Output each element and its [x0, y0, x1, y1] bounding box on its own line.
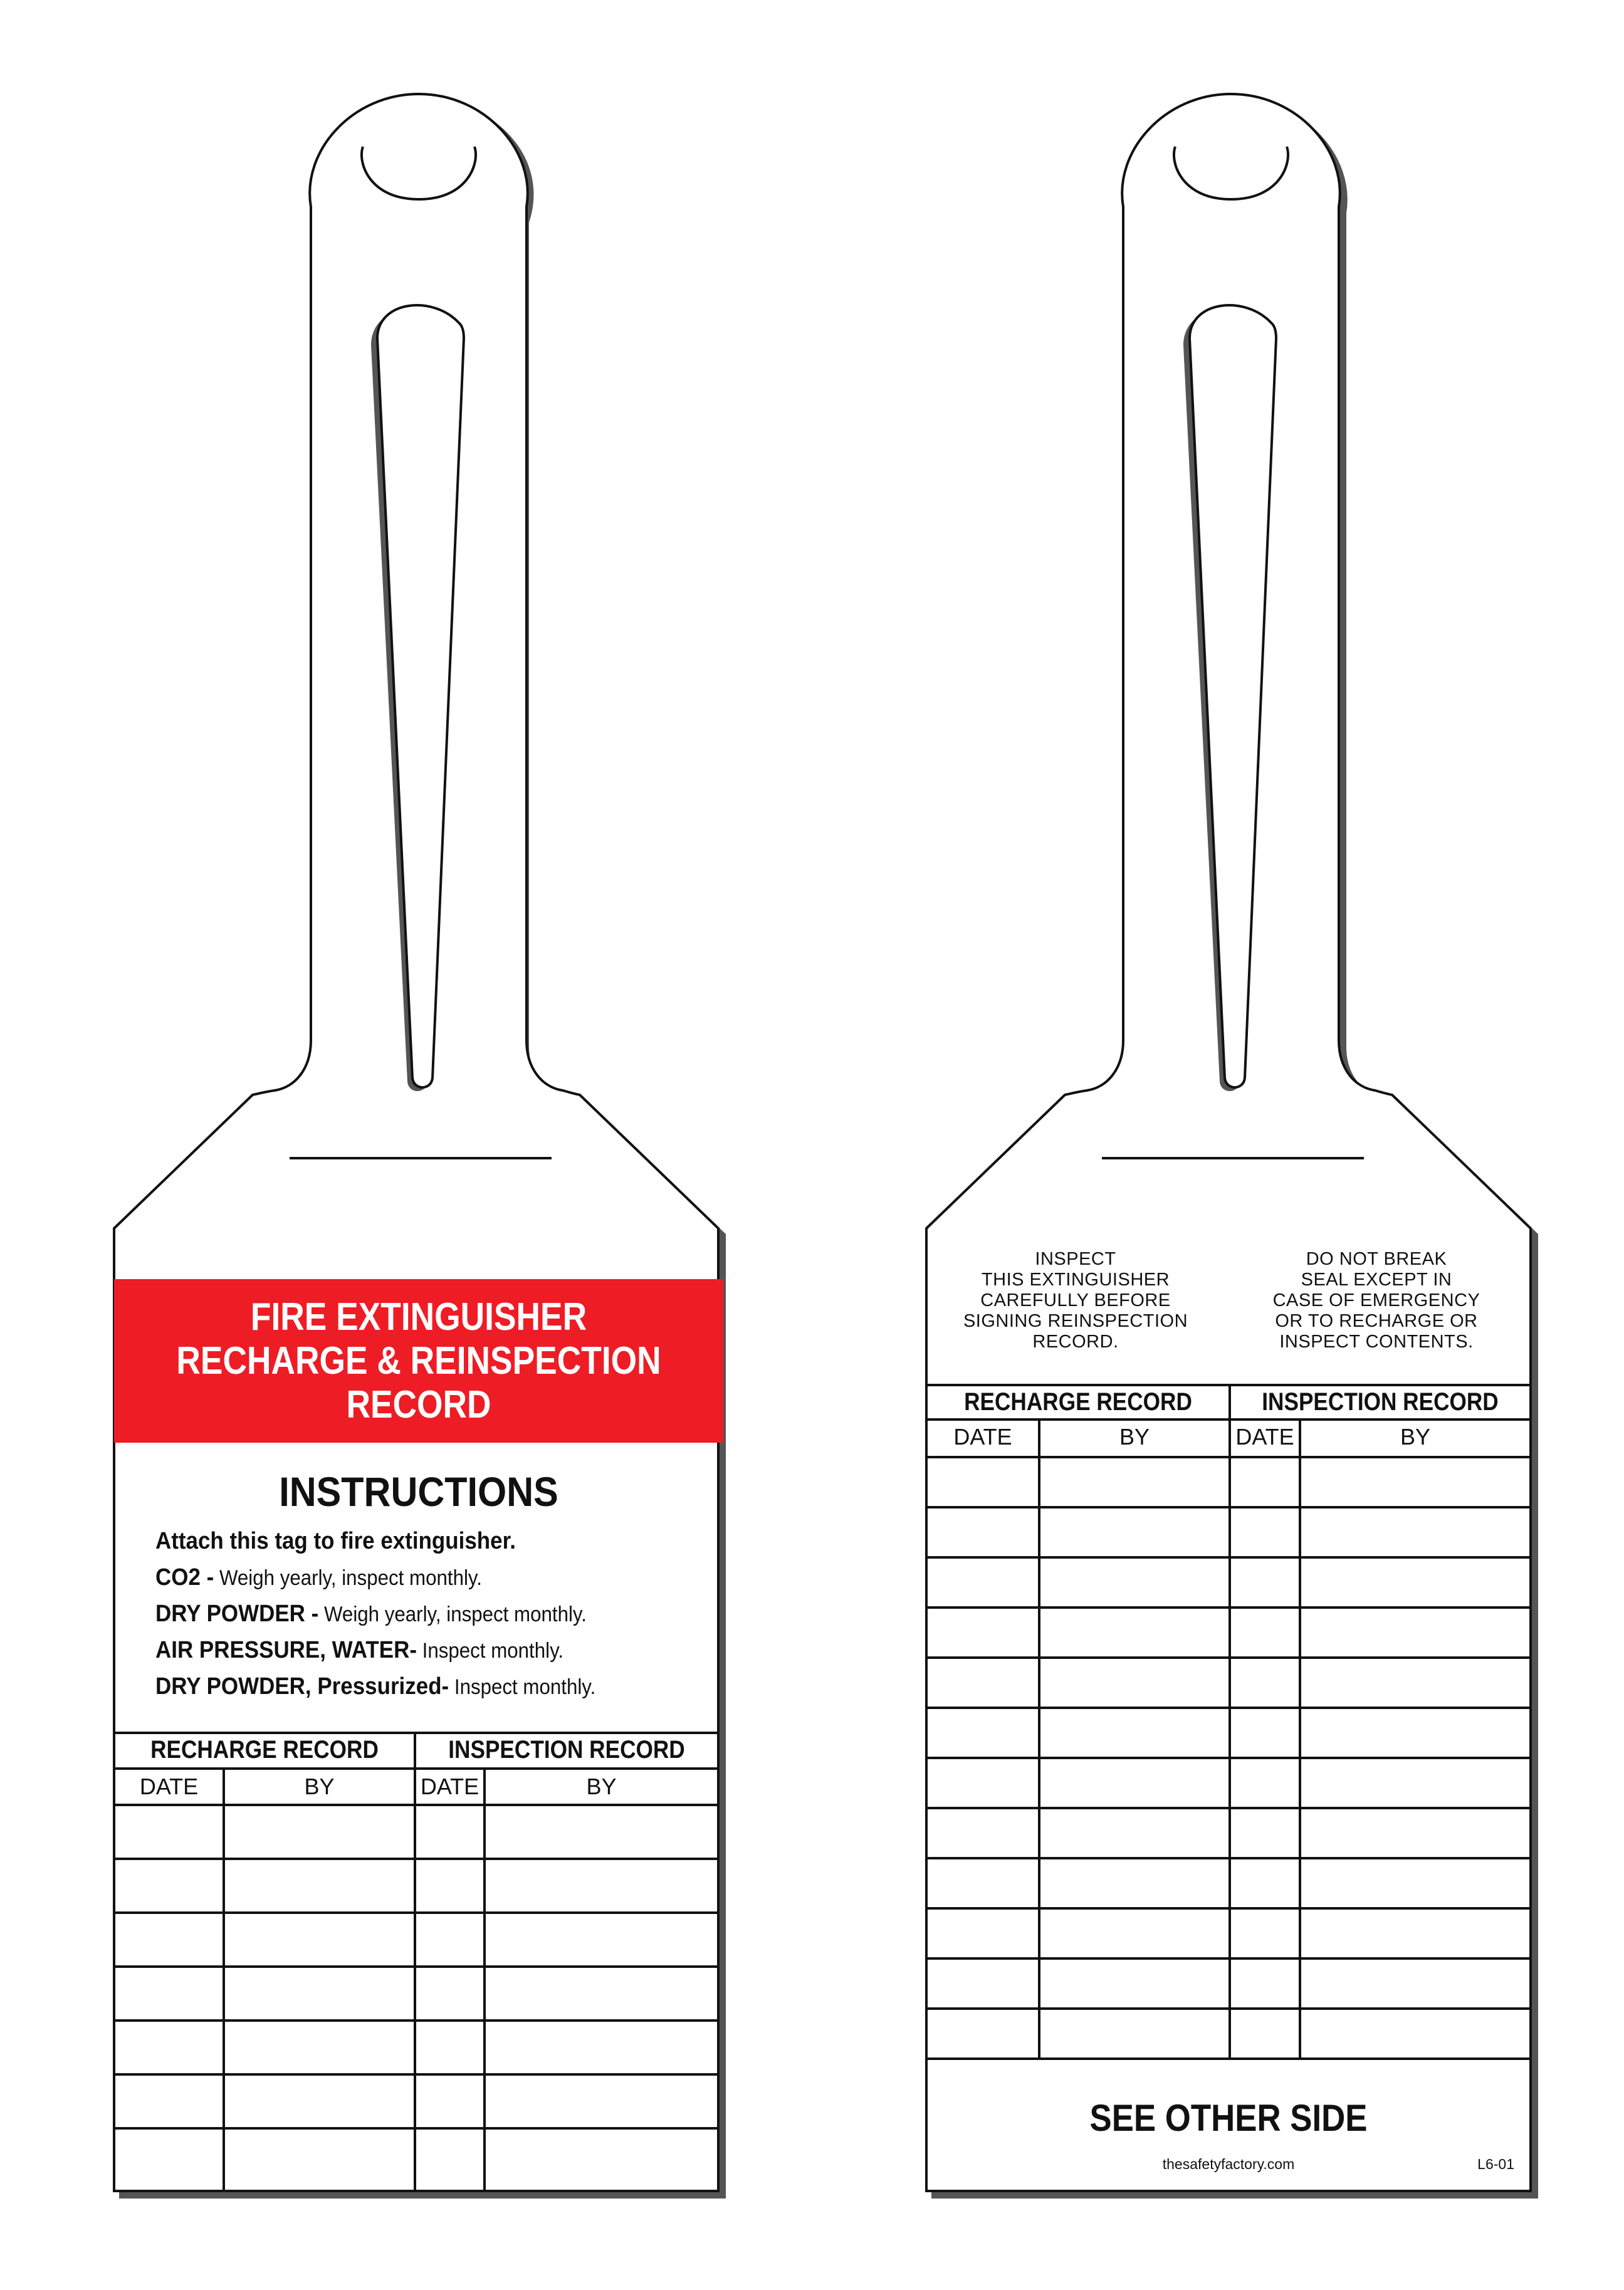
instruction-item: CO2 - Weigh yearly, inspect monthly.	[155, 1564, 482, 1591]
title-band	[114, 1279, 723, 1443]
tag-back-outline	[812, 0, 1624, 2290]
date-header: DATE	[139, 1774, 199, 1799]
tag-back	[812, 0, 1624, 2290]
by-header: BY	[1400, 1424, 1431, 1450]
inspection-record-header: INSPECTION RECORD	[448, 1736, 685, 1764]
instructions-list	[155, 1523, 720, 1705]
note-inspect: INSPECT THIS EXTINGUISHER CAREFULLY BEFORE SIGNING REINSPECTION RECORD.	[963, 1249, 1188, 1352]
title-line-1: FIRE EXTINGUISHER	[250, 1295, 587, 1339]
instruction-item: DRY POWDER, Pressurized- Inspect monthly.	[155, 1673, 596, 1700]
instruction-item: Attach this tag to fire extinguisher.	[155, 1528, 516, 1554]
date-header: DATE	[953, 1424, 1012, 1450]
note-do-not-break-seal: DO NOT BREAK SEAL EXCEPT IN CASE OF EMERGENCY OR TO RECHARGE OR INSPECT CONTENTS.	[1272, 1249, 1480, 1352]
see-other-side: SEE OTHER SIDE	[1089, 2097, 1368, 2139]
website-text: thesafetyfactory.com	[1162, 2156, 1295, 2172]
by-header: BY	[1119, 1424, 1150, 1450]
title-line-2: RECHARGE & REINSPECTION	[176, 1339, 661, 1383]
title-line-3: RECORD	[346, 1383, 491, 1426]
inspection-record-header: INSPECTION RECORD	[1262, 1388, 1499, 1416]
recharge-record-header: RECHARGE RECORD	[150, 1736, 379, 1764]
product-code: L6-01	[1477, 2156, 1514, 2172]
instructions-heading: INSTRUCTIONS	[279, 1468, 558, 1515]
by-header: BY	[586, 1774, 617, 1799]
date-header: DATE	[420, 1774, 479, 1799]
instruction-item: AIR PRESSURE, WATER- Inspect monthly.	[155, 1637, 564, 1663]
date-header: DATE	[1235, 1424, 1294, 1450]
by-header: BY	[304, 1774, 335, 1799]
recharge-record-header: RECHARGE RECORD	[964, 1388, 1192, 1416]
instruction-item: DRY POWDER - Weigh yearly, inspect monthly.	[155, 1601, 587, 1627]
